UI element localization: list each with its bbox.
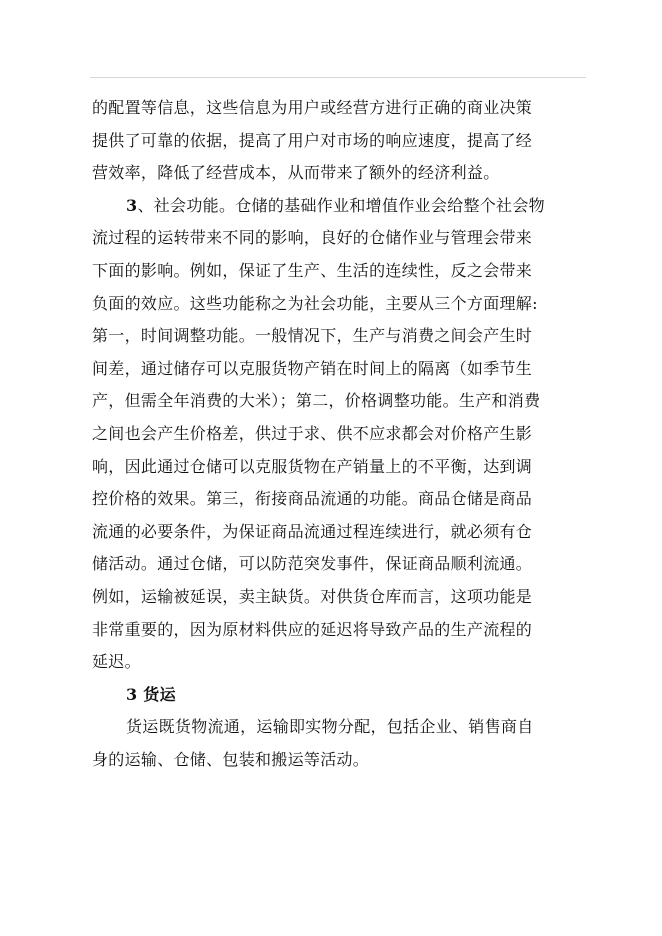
- body-text: [92, 92, 582, 776]
- paragraph2-line-10: 控价格的效果。第三，衔接商品流通的功能。商品仓储是商品: [92, 489, 533, 509]
- paragraph2-line-1: [92, 190, 582, 223]
- paragraph2-line-2: 流过程的运转带来不同的影响，良好的仓储作业与管理会带来: [92, 228, 533, 248]
- paragraph1-line-1: 的配置等信息，这些信息为用户或经营方进行正确的商业决策: [92, 98, 533, 117]
- paragraph3-line-1: 货运既货物流通，运输即实物分配，包括企业、销售商自: [126, 717, 534, 737]
- paragraph3-line-2: 身的运输、仓储、包装和搬运等活动。: [92, 749, 370, 769]
- paragraph1-line-2: 提供了可靠的依据，提高了用户对市场的响应速度，提高了经: [92, 130, 533, 150]
- item-number: 3: [126, 195, 138, 215]
- paragraph2-line-13: 例如，运输被延误，卖主缺货。对供货仓库而言，这项功能是: [92, 586, 533, 606]
- section-heading: 3 货运: [126, 684, 176, 704]
- paragraph2-line-3: 下面的影响。例如，保证了生产、生活的连续性，反之会带来: [92, 260, 533, 280]
- paragraph2-line-4: 负面的效应。这些功能称之为社会功能，主要从三个方面理解:: [92, 293, 538, 313]
- paragraph2-line-8: 之间也会产生价格差，供过于求、供不应求都会对价格产生影: [92, 423, 533, 443]
- paragraph2-line-7: 产，但需全年消费的大米）；第二，价格调整功能。生产和消费: [92, 391, 541, 411]
- paragraph2-line-5: 第一，时间调整功能。一般情况下，生产与消费之间会产生时: [92, 326, 533, 346]
- paragraph2-line-11: 流通的必要条件，为保证商品流通过程连续进行，就必须有仓: [92, 521, 533, 541]
- paragraph2-line-9: 响，因此通过仓储可以克服货物在产销量上的不平衡，达到调: [92, 456, 533, 476]
- paragraph2-first-line-text: 、社会功能。仓储的基础作业和增值作业会给整个社会物: [137, 195, 545, 215]
- paragraph2-line-15: 延迟。: [92, 652, 141, 672]
- paragraph1-line-3: 营效率，降低了经营成本，从而带来了额外的经济利益。: [92, 163, 500, 183]
- paragraph2-line-6: 间差，通过储存可以克服货物产销在时间上的隔离（如季节生: [92, 358, 533, 378]
- header-rule: [90, 77, 586, 78]
- paragraph2-line-12: 储活动。通过仓储，可以防范突发事件，保证商品顺利流通。: [92, 554, 533, 574]
- paragraph2-line-14: 非常重要的，因为原材料供应的延迟将导致产品的生产流程的: [92, 619, 533, 639]
